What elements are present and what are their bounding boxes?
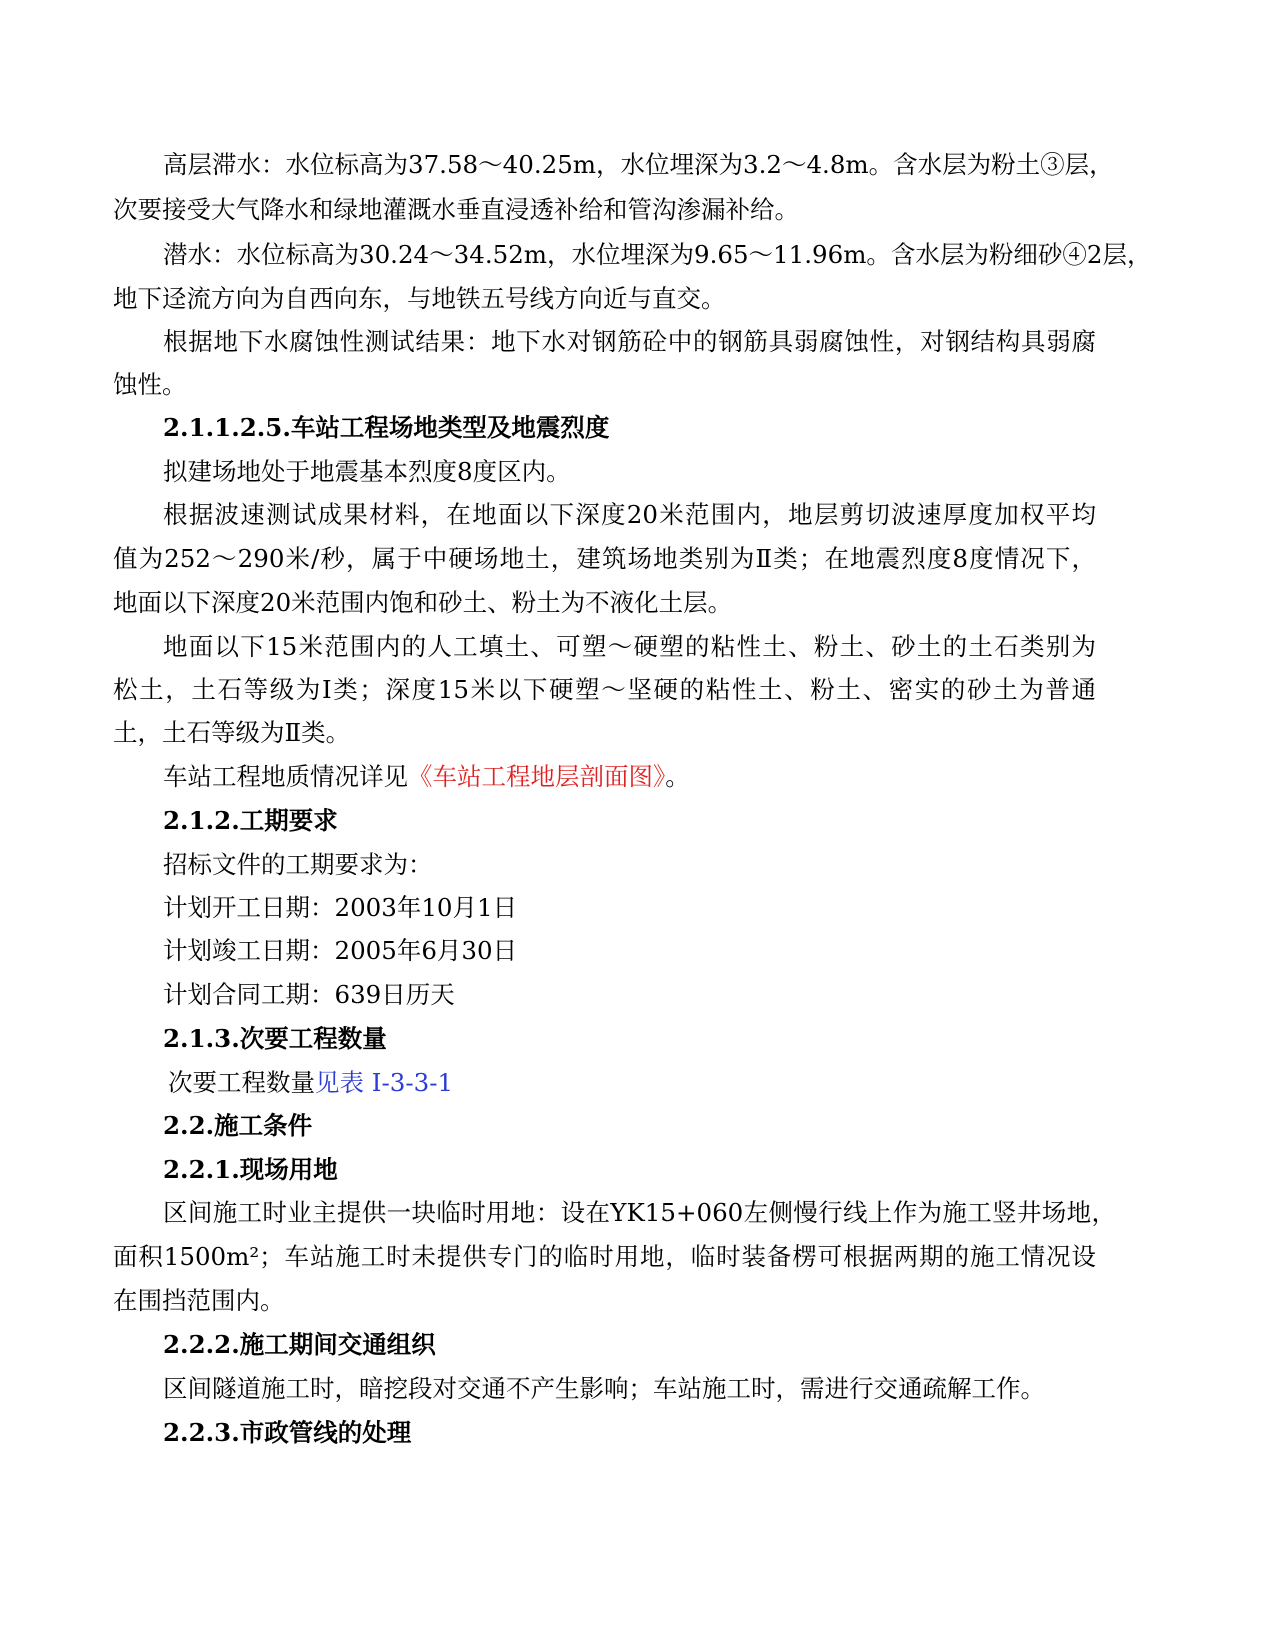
paragraph-geology-reference [163,762,690,792]
paragraph-phreatic-water-line1: 潜水：水位标高为30.24～34.52m，水位埋深为9.65～11.96m。含水层为粉细砂④2层， [163,240,1152,269]
paragraph-wave-velocity-line2: 值为252～290米/秒，属于中硬场地土，建筑场地类别为Ⅱ类；在地震烈度8度情况下， [113,544,1096,573]
table-reference-link[interactable]: 见表 Ⅰ-3-3-1 [315,1068,454,1097]
paragraph-soil-class-line3: 土，土石等级为Ⅱ类。 [113,718,351,747]
paragraph-traffic-organization: 区间隧道施工时，暗挖段对交通不产生影响；车站施工时，需进行交通疏解工作。 [163,1374,1045,1403]
paragraph-perched-water-line1: 高层滞水：水位标高为37.58～40.25m，水位埋深为3.2～4.8m。含水层为粉土③层， [163,150,1114,179]
heading-construction-conditions: 2.2.施工条件 [163,1111,313,1140]
paragraph-wave-velocity-line1: 根据波速测试成果材料，在地面以下深度20米范围内，地层剪切波速厚度加权平均 [163,500,1096,529]
geology-reference-prefix: 车站工程地质情况详见 [163,762,408,791]
heading-traffic-organization: 2.2.2.施工期间交通组织 [163,1330,436,1359]
paragraph-land-use-line1: 区间施工时业主提供一块临时用地：设在YK15+060左侧慢行线上作为施工竖井场地， [163,1198,1116,1227]
paragraph-soil-class-line2: 松土，土石等级为Ⅰ类；深度15米以下硬塑～坚硬的粘性土、粉土、密实的砂土为普通 [113,675,1096,704]
planned-completion-date: 计划竣工日期：2005年6月30日 [163,936,518,965]
paragraph-work-quantities [168,1068,453,1098]
paragraph-phreatic-water-line2: 地下迳流方向为自西向东，与地铁五号线方向近与直交。 [113,284,726,313]
paragraph-perched-water-line2: 次要接受大气降水和绿地灌溉水垂直浸透补给和管沟渗漏补给。 [113,195,799,224]
paragraph-corrosion-line2: 蚀性。 [113,370,187,399]
heading-site-land-use: 2.2.1.现场用地 [163,1155,338,1184]
paragraph-tender-schedule: 招标文件的工期要求为： [163,850,433,879]
planned-start-date: 计划开工日期：2003年10月1日 [163,893,518,922]
work-quantities-prefix: 次要工程数量 [168,1068,315,1097]
paragraph-seismic-intensity: 拟建场地处于地震基本烈度8度区内。 [163,457,571,486]
planned-contract-duration: 计划合同工期：639日历天 [163,980,455,1009]
heading-schedule-requirements: 2.1.2.工期要求 [163,806,338,835]
heading-work-quantities: 2.1.3.次要工程数量 [163,1024,387,1053]
heading-site-type-seismic: 2.1.1.2.5.车站工程场地类型及地震烈度 [163,413,610,442]
heading-municipal-pipelines: 2.2.3.市政管线的处理 [163,1418,412,1447]
paragraph-land-use-line2: 面积1500m²；车站施工时未提供专门的临时用地，临时装备楞可根据两期的施工情况设 [113,1242,1096,1271]
paragraph-land-use-line3: 在围挡范围内。 [113,1286,285,1315]
paragraph-corrosion-line1: 根据地下水腐蚀性测试结果：地下水对钢筋砼中的钢筋具弱腐蚀性，对钢结构具弱腐 [163,327,1096,356]
profile-drawing-link[interactable]: 《车站工程地层剖面图》 [408,762,666,791]
paragraph-wave-velocity-line3: 地面以下深度20米范围内饱和砂土、粉土为不液化土层。 [113,588,733,617]
paragraph-soil-class-line1: 地面以下15米范围内的人工填土、可塑～硬塑的粘性土、粉土、砂土的土石类别为 [163,632,1096,661]
geology-reference-suffix: 。 [665,762,690,791]
